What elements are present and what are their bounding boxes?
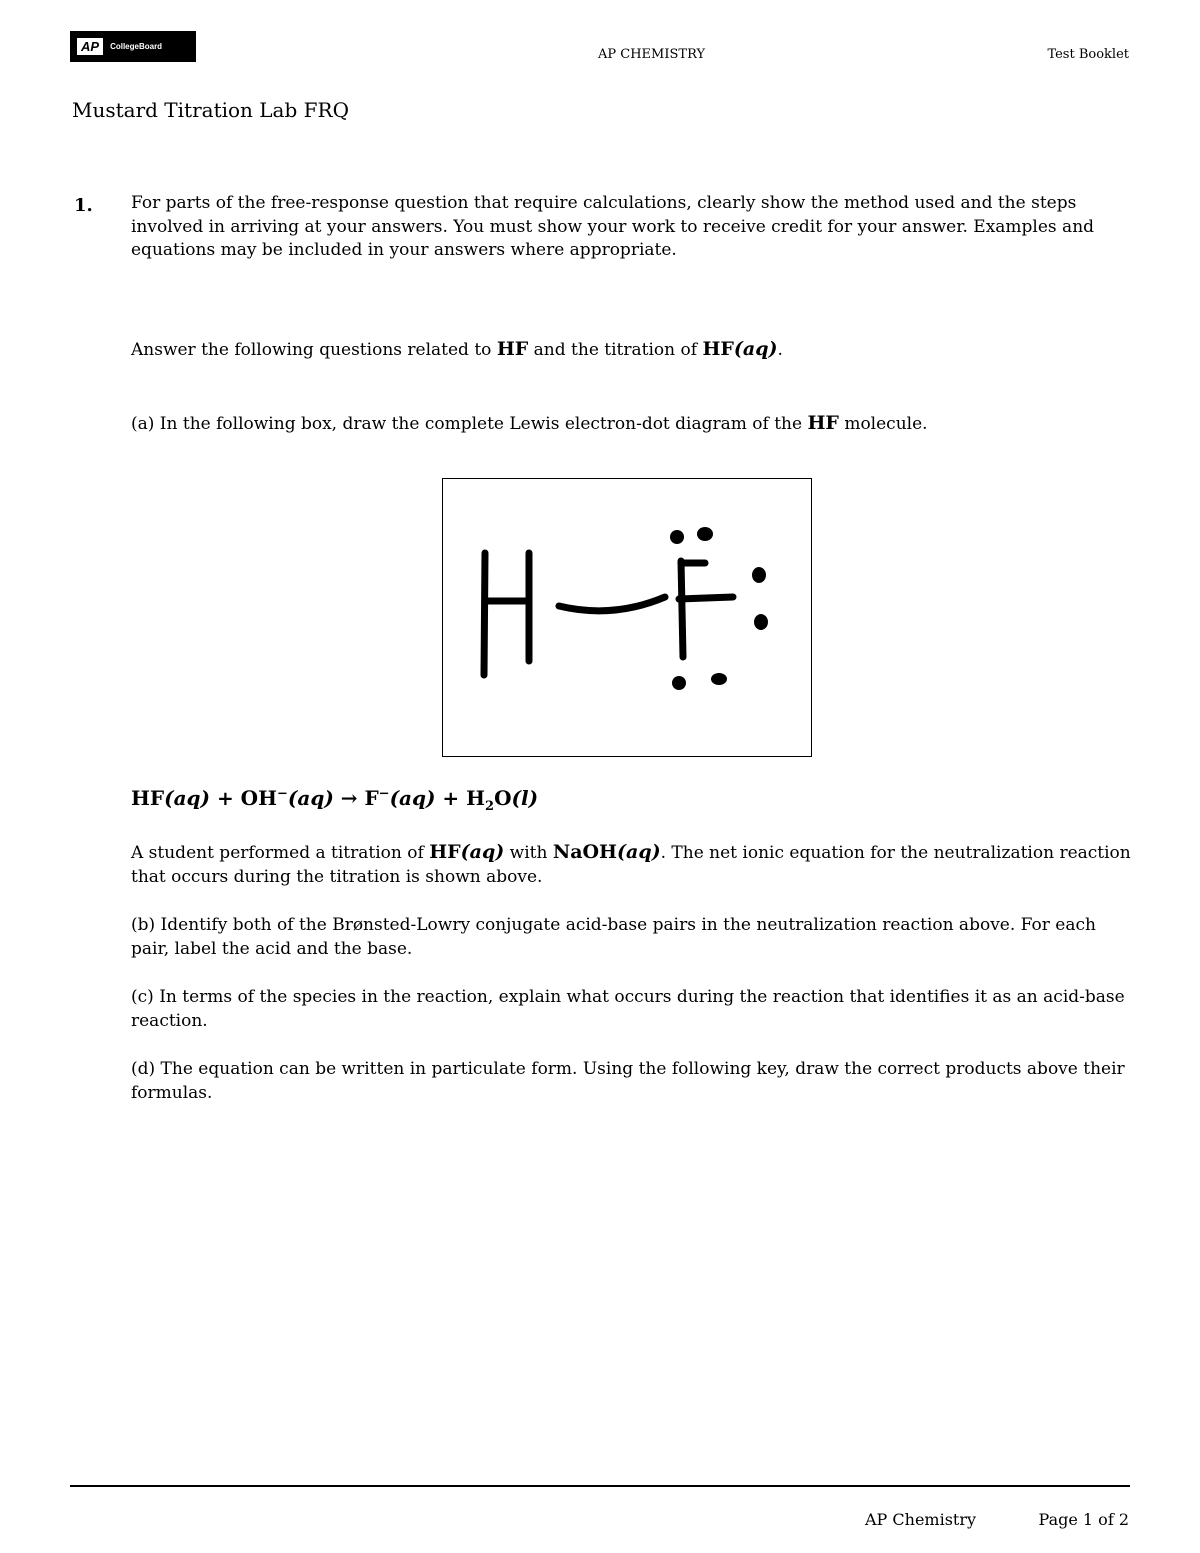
- lewis-structure-drawing: [443, 479, 810, 755]
- f-middle-bar: [679, 597, 733, 599]
- instructions: For parts of the free-response question that require calculations, clearly show the method used and the steps involved in arriving at your answers. You must show your work to receive credit for your answer. Examples and equations may be included in your answers where appropriate.: [131, 193, 1095, 260]
- question-number: 1.: [74, 195, 93, 216]
- f-stem: [681, 561, 683, 657]
- student-naoh: NaOH(aq): [552, 841, 661, 863]
- part-b: (b) Identify both of the Brønsted-Lowry conjugate acid-base pairs in the neutralization reaction above. For each pair, label the acid and the base.: [131, 915, 1096, 959]
- lone-pair-dot-right-1: [752, 567, 766, 583]
- part-a-post: molecule.: [844, 414, 928, 434]
- part-a-text: (a) In the following box, draw the complete Lewis electron-dot diagram of the: [131, 414, 803, 434]
- page-title: Mustard Titration Lab FRQ: [72, 98, 349, 122]
- hf-bond-line: [559, 597, 665, 611]
- header-course: AP CHEMISTRY: [598, 47, 706, 62]
- intro-line: [131, 338, 1131, 363]
- lone-pair-dot-top-1: [670, 530, 684, 544]
- h-left-stroke: [484, 553, 485, 675]
- lone-pair-dot-top-2: [697, 527, 713, 541]
- footer-divider: [70, 1485, 1130, 1487]
- net-ionic-equation: $HF(aq) + OH^-(aq) \to F^-(aq) + H_2O(l)$: [131, 786, 539, 814]
- header-booklet: Test Booklet: [1047, 47, 1129, 62]
- student-paragraph: A student performed a titration of HF(aq) with NaOH(aq). The net ionic equation for the neutralization reaction that occurs during the titration is shown above.: [131, 841, 1131, 887]
- intro-hf: HF: [496, 338, 529, 360]
- part-a-hf: HF: [807, 412, 839, 434]
- footer-page-number: Page 1 of 2: [1038, 1510, 1129, 1529]
- student-hf: HF(aq): [429, 841, 505, 863]
- intro-pre: Answer the following questions related to: [131, 340, 492, 360]
- lewis-diagram-box: [442, 478, 812, 757]
- lone-pair-dot-right-2: [754, 614, 768, 630]
- intro-mid: and the titration of: [533, 340, 698, 360]
- intro-hf-2: HF(aq): [702, 338, 778, 360]
- logo-collegeboard-text: CollegeBoard: [110, 42, 163, 51]
- footer-course: AP Chemistry: [865, 1510, 977, 1529]
- part-a: [131, 412, 1131, 437]
- part-d: (d) The equation can be written in particulate form. Using the following key, draw the correct products above their formulas.: [131, 1059, 1125, 1103]
- part-c: (c) In terms of the species in the reaction, explain what occurs during the reaction that identifies it as an acid-base reaction.: [131, 987, 1125, 1031]
- lone-pair-dot-bottom-1: [672, 676, 686, 690]
- logo-ap-text: AP: [77, 38, 103, 55]
- ap-logo: [70, 31, 196, 62]
- intro-end: .: [777, 340, 783, 360]
- lone-pair-dot-bottom-2: [711, 673, 727, 685]
